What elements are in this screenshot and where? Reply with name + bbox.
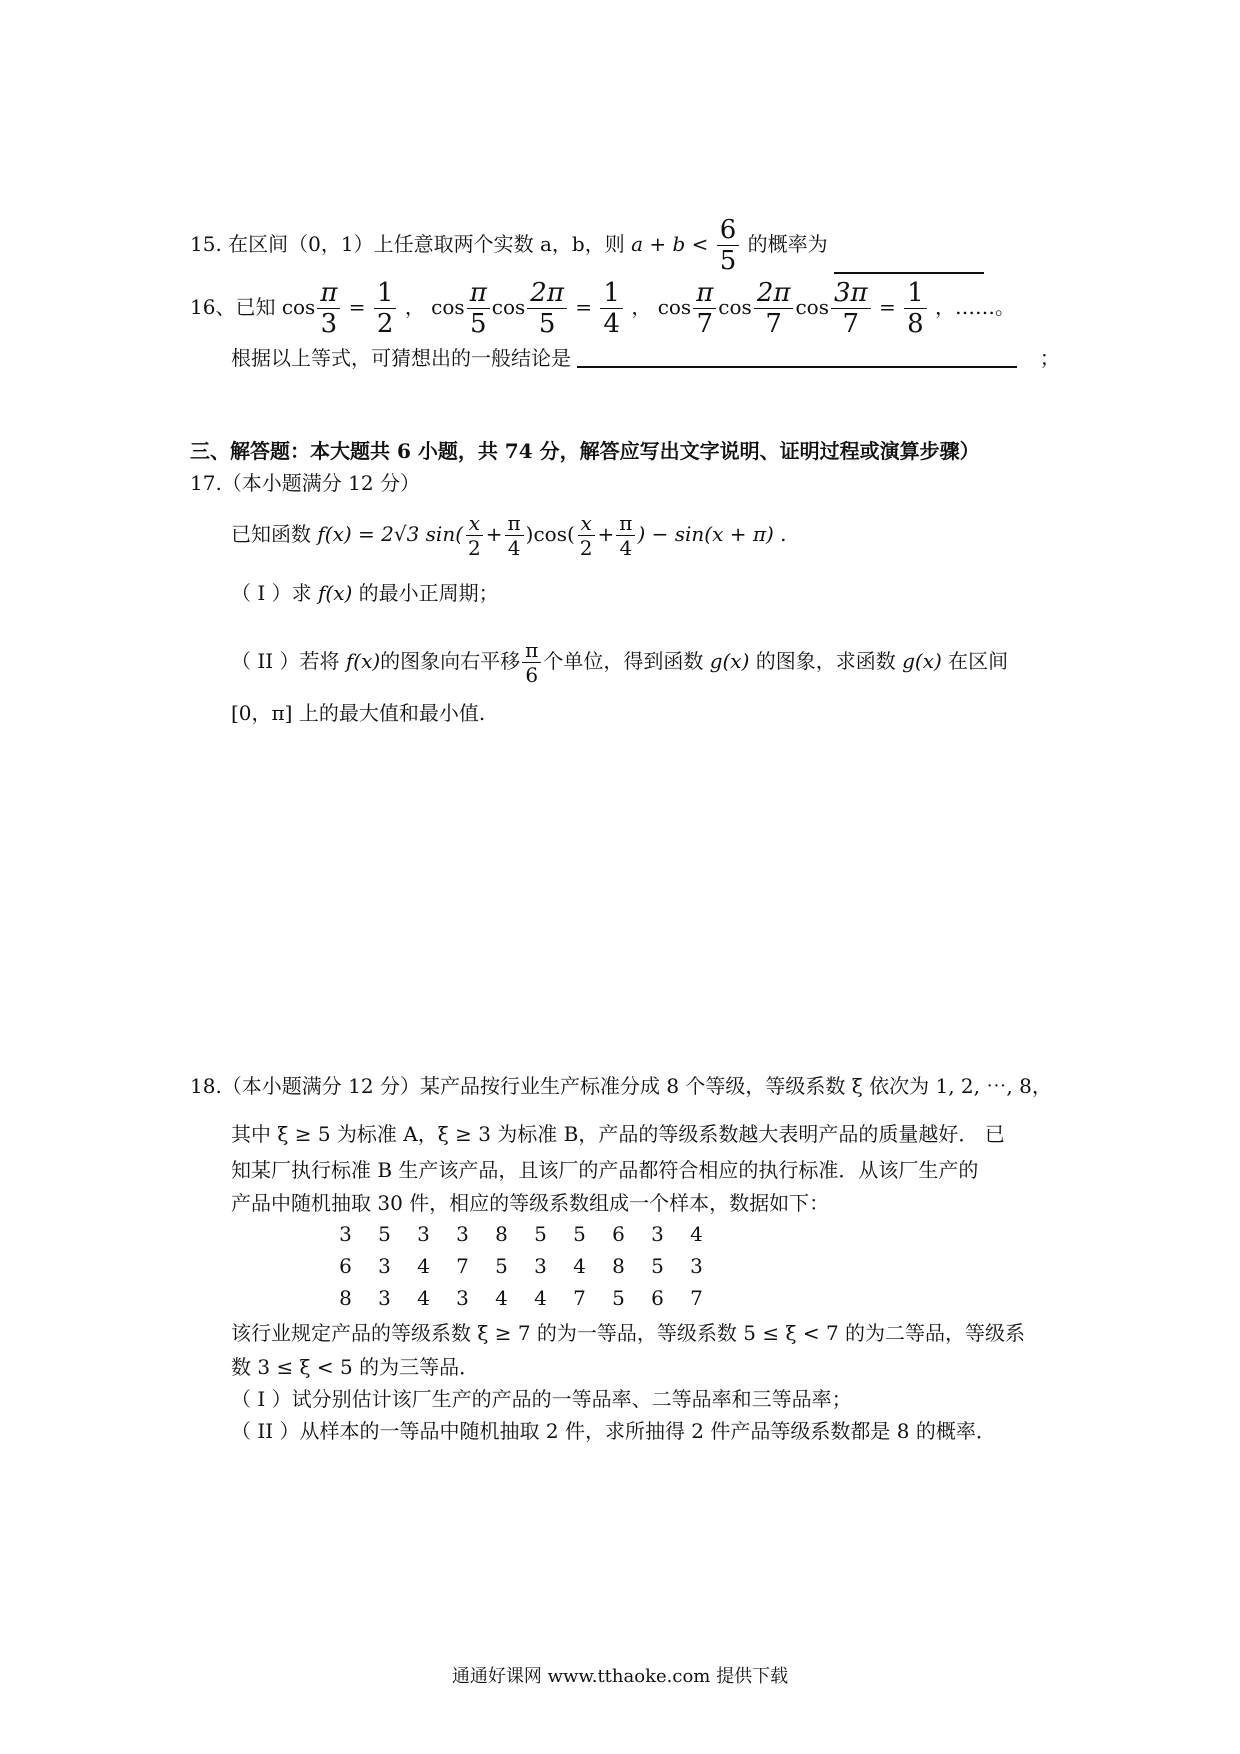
question-16-line2 [231,344,1060,368]
frac-num: π [317,280,340,309]
q17-func-prefix: 已知函数 [231,522,311,546]
frac-num: π [522,640,541,663]
table-cell: 7 [573,1286,586,1310]
part-text: 的图象，求函数 [755,649,896,673]
frac-den: 5 [538,309,556,339]
section-3-header: 三、解答题：本大题共 6 小题，共 74 分，解答应写出文字说明、证明过程或演算步骤） [190,439,980,463]
table-cell: 5 [534,1222,547,1246]
q15-frac-num: 6 [717,217,740,246]
table-cell: 4 [495,1286,508,1310]
table-cell: 4 [417,1254,430,1278]
frac-den: 2 [376,309,394,339]
fraction [527,280,567,337]
table-cell: 3 [690,1254,703,1278]
q18-line1: 18.（本小题满分 12 分）某产品按行业生产标准分成 8 个等级，等级系数 ξ 依次为 1, 2, ⋯, 8， [190,1074,1052,1098]
table-cell: 7 [690,1286,703,1310]
q15-number: 15. [190,232,222,256]
q15-expression: a + b < [631,232,709,256]
frac-num: 1 [904,280,927,309]
equals: = [348,295,366,319]
fraction [831,280,871,337]
table-cell: 4 [573,1254,586,1278]
fraction [374,280,397,337]
footer-source[interactable]: 通通好课网 www.tthaoke.com 提供下载 [451,1666,789,1687]
table-cell: 7 [456,1254,469,1278]
table-cell: 6 [651,1286,664,1310]
fx: f(x) [317,581,353,605]
fraction [693,280,716,337]
q18-line2: 其中 ξ ≥ 5 为标准 A，ξ ≥ 3 为标准 B，产品的等级系数越大表明产品的质量越好． 已 [231,1122,1005,1146]
q18-line5: 该行业规定产品的等级系数 ξ ≥ 7 的为一等品，等级系数 5 ≤ ξ < 7 的为二等品，等级系 [231,1321,1026,1345]
frac-den: 4 [619,536,633,560]
table-cell: 8 [612,1254,625,1278]
frac-den: 2 [468,536,481,560]
table-cell: 8 [339,1286,352,1310]
part-text: 的图象向右平移 [380,649,521,673]
frac-num: 1 [374,280,397,309]
separator: ， [631,295,652,319]
q17-func-mid: )cos( [525,522,575,546]
table-cell: 4 [417,1286,430,1310]
fraction [577,513,596,558]
fraction [317,280,340,337]
q18-line6: 数 3 ≤ ξ < 5 的为三等品． [231,1355,480,1379]
frac-den: 7 [842,309,860,339]
fraction [600,280,623,337]
frac-num: 2π [527,280,567,309]
table-row [326,1282,716,1314]
q18-part1: （ I ）试分别估计该厂生产的产品的一等品率、二等品率和三等品率； [231,1387,852,1411]
table-cell: 5 [612,1286,625,1310]
fraction [904,280,927,337]
q15-frac-den: 5 [719,246,737,276]
q17-part2 [231,640,1008,685]
gx: g(x) [902,649,942,673]
fraction [505,513,524,558]
table-cell: 3 [378,1286,391,1310]
frac-den: 3 [320,309,338,339]
fraction [465,513,484,558]
q15-text-after: 的概率为 [747,232,828,256]
table-cell: 3 [378,1254,391,1278]
table-cell: 4 [690,1222,703,1246]
q15-text: 在区间（0，1）上任意取两个实数 a，b，则 [228,232,625,256]
q18-part2: （ II ）从样本的一等品中随机抽取 2 件，求所抽得 2 件产品等级系数都是 8 的概率． [231,1419,996,1443]
part-label: （ I ）求 [231,581,312,605]
fraction [754,280,794,337]
frac-num: π [467,280,490,309]
frac-num: 3π [831,280,871,309]
frac-num: 1 [600,280,623,309]
table-cell: 5 [378,1222,391,1246]
frac-num: π [505,513,524,536]
separator: ， [404,295,425,319]
frac-num: 2π [754,280,794,309]
cos-label: cos [795,295,829,319]
table-cell: 3 [456,1222,469,1246]
part-text: 个单位，得到函数 [543,649,704,673]
frac-den: 4 [603,309,620,339]
fx: f(x) [345,649,381,673]
frac-num: π [693,280,716,309]
fraction [616,513,635,558]
fraction [522,640,541,685]
q16-prefix: 已知 [235,295,276,319]
table-row [326,1218,716,1250]
question-15 [190,217,984,274]
frac-den: 7 [696,309,714,339]
gx: g(x) [709,649,750,673]
table-cell: 3 [456,1286,469,1310]
table-cell: 5 [573,1222,586,1246]
table-cell: 3 [534,1254,547,1278]
part-text: 的最小正周期； [358,581,499,605]
table-cell: 6 [339,1254,352,1278]
fraction [467,280,490,337]
q16-number: 16、 [190,295,236,319]
frac-den: 6 [525,663,539,687]
table-cell: 3 [651,1222,664,1246]
plus-sign: + [597,522,615,546]
q15-answer-blank[interactable] [834,250,984,274]
q17-part2-line2: [0，π] 上的最大值和最小值. [231,701,486,725]
q17-function [231,513,787,558]
q16-answer-blank[interactable] [577,344,1017,368]
frac-den: 5 [469,309,487,339]
table-cell: 5 [495,1254,508,1278]
q17-part1 [231,583,499,603]
q18-line3: 知某厂执行标准 B 生产该产品，且该厂的产品都符合相应的执行标准．从该厂生产的 [231,1158,979,1182]
cos-label: cos [657,295,692,319]
q16-eq1 [281,278,405,339]
q15-fraction [717,217,740,274]
q16-line2-end: ； [1039,346,1060,370]
cos-label: cos [491,295,526,319]
frac-den: 7 [765,309,782,339]
table-cell: 3 [417,1222,430,1246]
frac-den: 4 [507,536,521,560]
q18-line4: 产品中随机抽取 30 件，相应的等级系数组成一个样本，数据如下： [231,1191,830,1215]
table-cell: 6 [612,1222,625,1246]
frac-num: x [578,513,595,536]
frac-den: 2 [579,536,593,560]
q18-data-table [326,1218,716,1314]
frac-den: 8 [907,309,924,339]
table-cell: 5 [651,1254,664,1278]
table-row [326,1250,716,1282]
frac-num: x [466,513,483,536]
plus-sign: + [485,522,503,546]
q16-line2-text: 根据以上等式，可猜想出的一般结论是 [231,346,571,370]
table-cell: 4 [534,1286,547,1310]
q17-func-end: ) − sin(x + π) . [637,522,787,546]
cos-label: cos [718,295,752,319]
part-label: （ II ）若将 [231,649,340,673]
equals: = [575,295,593,319]
q17-func-lhs: f(x) = 2√3 sin( [317,522,464,546]
part-text: 在区间 [948,649,1009,673]
table-cell: 3 [339,1222,352,1246]
table-cell: 8 [495,1222,508,1246]
cos-label: cos [281,295,316,319]
q17-title: 17.（本小题满分 12 分） [190,471,420,495]
cos-label: cos [431,295,465,319]
q16-ellipsis: ，……。 [935,295,1015,319]
frac-num: π [616,513,635,536]
question-16 [190,280,1015,337]
equals: = [878,295,896,319]
